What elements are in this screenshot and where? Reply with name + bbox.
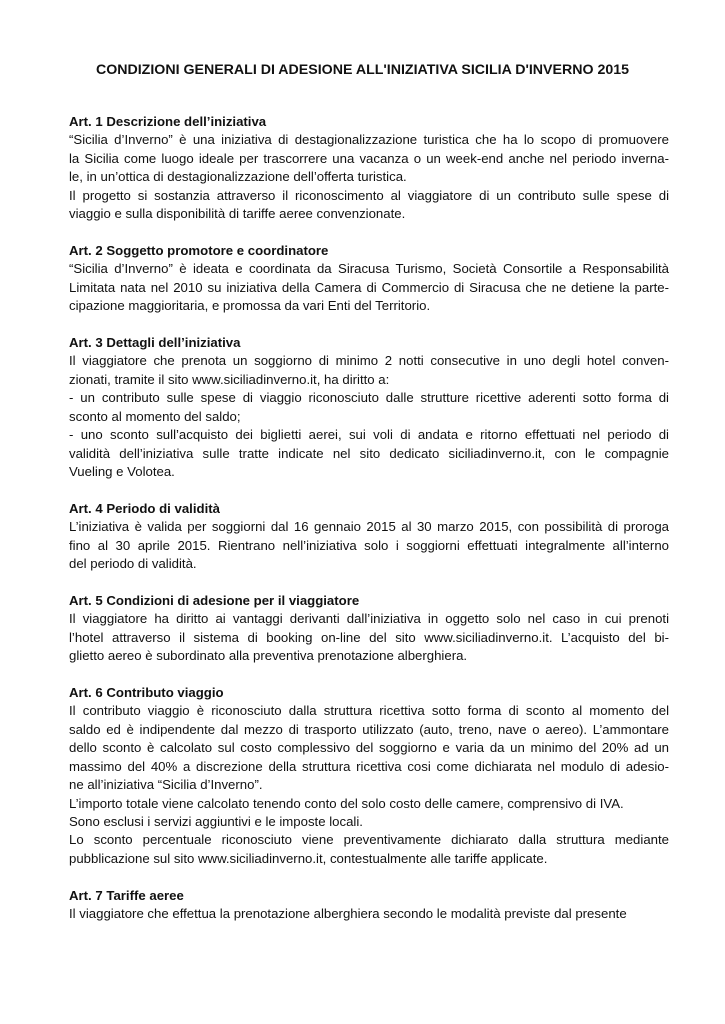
article-6 [69, 684, 669, 868]
articles-list [69, 113, 669, 942]
article-text-line: L’iniziativa è valida per soggiorni dal 16 gennaio 2015 al 30 marzo 2015, con possibilità di proroga [69, 519, 669, 535]
article-heading: Art. 7 Tariffe aeree [69, 887, 184, 903]
article-text-line: zionati, tramite il sito www.siciliadinverno.it, ha diritto a: [69, 371, 390, 387]
article-text-line: Lo sconto percentuale riconosciuto viene preventivamente dichiarato dalla struttura mediante [69, 832, 669, 848]
article-text-line: massimo del 40% a discrezione della struttura ricettiva cosi come dichiarata nel modulo di adesio- [69, 758, 669, 774]
article-text-line: l’hotel attraverso il sistema di booking on-line del sito www.siciliadinverno.it. L’acquisto del bi- [69, 629, 669, 645]
article-text-line: “Sicilia d’Inverno” è una iniziativa di destagionalizzazione turistica che ha lo scopo di promuovere [69, 132, 669, 148]
article-text-line: del periodo di validità. [69, 556, 197, 572]
article-text-line: fino al 30 aprile 2015. Rientrano nell’iniziativa solo i soggiorni effettuati integralmente all’interno [69, 537, 669, 553]
article-text-line: la Sicilia come luogo ideale per trascorrere una vacanza o un week-end anche nel periodo inverna- [69, 150, 669, 166]
article-text-line: “Sicilia d’Inverno” è ideata e coordinata da Siracusa Turismo, Società Consortile a Responsabilità [69, 261, 669, 277]
article-heading: Art. 1 Descrizione dell’iniziativa [69, 114, 267, 129]
article-text-line: glietto aereo è subordinato alla preventiva prenotazione alberghiera. [69, 648, 468, 664]
article-text-line: Il viaggiatore ha diritto ai vantaggi derivanti dall’iniziativa in oggetto solo nel caso in cui prenoti [69, 611, 669, 627]
article-heading: Art. 5 Condizioni di adesione per il viaggiatore [69, 592, 360, 608]
article-text-line: ne all’iniziativa “Sicilia d’Inverno”. [69, 777, 263, 793]
document-title: CONDIZIONI GENERALI DI ADESIONE ALL'INIZIATIVA SICILIA D'INVERNO 2015 [95, 62, 630, 78]
article-3 [69, 334, 669, 481]
article-text-line: Limitata nata nel 2010 su iniziativa della Camera di Commercio di Siracusa che ne detiene la parte- [69, 279, 669, 295]
article-4 [69, 500, 669, 574]
article-text-line: cipazione maggioritaria, e promossa da vari Enti del Territorio. [69, 298, 431, 314]
article-heading: Art. 3 Dettagli dell’iniziativa [69, 335, 241, 351]
article-7 [69, 887, 669, 924]
article-text-line: - uno sconto sull’acquisto dei biglietti aerei, sui voli di andata e ritorno effettuati nel periodo di [69, 427, 669, 443]
article-text-line: Sono esclusi i servizi aggiuntivi e le imposte locali. [69, 813, 363, 829]
article-text-line: Il contributo viaggio è riconosciuto dalla struttura ricettiva sotto forma di sconto al momento del [69, 703, 669, 719]
article-text-line: Vueling e Volotea. [69, 463, 175, 479]
article-heading: Art. 4 Periodo di validità [69, 500, 220, 516]
article-text-line: validità dell’iniziativa sulle tratte indicate nel sito dedicato siciliadinverno.it, con le compagnie [69, 445, 669, 461]
article-heading: Art. 2 Soggetto promotore e coordinatore [69, 242, 329, 258]
article-1 [69, 113, 669, 223]
article-text-line: Il viaggiatore che prenota un soggiorno di minimo 2 notti consecutive in uno degli hotel conven- [69, 353, 669, 369]
article-5 [69, 592, 669, 666]
article-text-line: dello sconto è calcolato sul costo complessivo del soggiorno e varia da un minimo del 20% ad un [69, 740, 669, 756]
article-text-line: pubblicazione sul sito www.siciliadinverno.it, contestualmente alle tariffe applicate. [69, 850, 548, 866]
article-text-line: viaggio e sulla disponibilità di tariffe aeree convenzionate. [69, 206, 406, 222]
article-2 [69, 242, 669, 316]
article-heading: Art. 6 Contributo viaggio [69, 685, 224, 701]
article-text-line: le, in un’ottica di destagionalizzazione dell’offerta turistica. [69, 169, 407, 185]
article-text-line: - un contributo sulle spese di viaggio riconosciuto dalle strutture ricettive aderenti sotto forma di [69, 390, 669, 406]
article-text-line: saldo ed è indipendente dal mezzo di trasporto utilizzato (auto, treno, nave o aereo). L’ammontare [69, 721, 669, 737]
article-text-line: sconto al momento del saldo; [69, 408, 241, 424]
article-text-line: Il progetto si sostanzia attraverso il riconoscimento al viaggiatore di un contributo sulle spese di [69, 187, 669, 203]
article-text-line: Il viaggiatore che effettua la prenotazione alberghiera secondo le modalità previste dal presente [69, 906, 627, 922]
article-text-line: L’importo totale viene calcolato tenendo conto del solo costo delle camere, comprensivo di IVA. [69, 795, 624, 811]
